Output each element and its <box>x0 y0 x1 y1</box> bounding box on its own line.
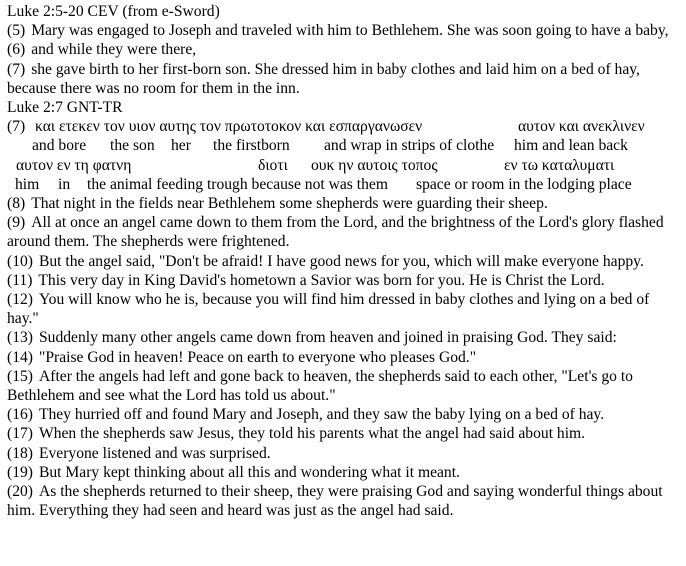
verse-11 <box>7 271 686 290</box>
verse-18 <box>7 444 686 463</box>
verse-14 <box>7 348 686 367</box>
greek-phrase: αυτον εν τη φατνη <box>16 156 132 174</box>
greek-phrase: εν τω καταλυματι <box>504 156 615 174</box>
passage-heading-gnt: Luke 2:7 GNT-TR <box>7 99 123 117</box>
verse-number: (10) <box>7 252 33 270</box>
verse-12 <box>7 290 686 328</box>
verse-text: Suddenly many other angels came down from heaven and joined in praising God. They said: <box>38 329 617 347</box>
verse-text: But Mary kept thinking about all this and wondering what it meant. <box>38 463 460 481</box>
verse-8 <box>7 194 686 213</box>
verse-text: That night in the fields near Bethlehem some shepherds were guarding their sheep. <box>31 195 548 212</box>
verse-number: (5) <box>7 22 26 40</box>
verse-20 <box>7 482 686 520</box>
passage-heading-cev: Luke 2:5-20 CEV (from e-Sword) <box>7 3 220 20</box>
verse-number: (9) <box>7 214 26 232</box>
verse-text: Mary was engaged to Joseph and traveled with him to Bethlehem. She was soon going to have a baby, <box>31 22 669 40</box>
verse-text: But the angel said, "Don't be afraid! I have good news for you, which will make everyone happy. <box>38 252 644 270</box>
greek-phrase: ουκ ην αυτοις τοπος <box>311 156 438 174</box>
greek-phrase: αυτον και ανεκλινεν <box>518 118 645 136</box>
verse-text: All at once an angel came down to them from the Lord, and the brightness of the Lord's glory flashed around them. The shepherds were frightened. <box>7 214 664 251</box>
verse-text: When the shepherds saw Jesus, they told his parents what the angel had said about him. <box>38 425 586 443</box>
gloss: in <box>58 175 71 193</box>
verse-number: (7) <box>7 118 26 136</box>
verse-number: (17) <box>7 425 33 443</box>
verse-19 <box>7 463 686 482</box>
verse-text: "Praise God in heaven! Peace on earth to everyone who pleases God." <box>38 348 477 366</box>
verse-number: (14) <box>7 348 33 366</box>
gloss: the son <box>110 137 155 155</box>
verse-text: After the angels had left and gone back to heaven, the shepherds said to each other, "Let's go to Bethlehem and see what the Lord has told us about." <box>7 367 633 405</box>
verse-text: Everyone listened and was surprised. <box>38 444 271 462</box>
verse-9 <box>7 213 686 251</box>
verse-number: (7) <box>7 60 26 78</box>
gloss: and wrap in strips of clothe <box>324 137 495 155</box>
gloss: the firstborn <box>213 137 290 155</box>
verse-text: she gave birth to her first-born son. She dressed him in baby clothes and laid him on a bed of hay, because there was no room for them in the inn. <box>7 60 640 97</box>
verse-15 <box>7 367 686 405</box>
verse-number: (18) <box>7 444 33 462</box>
verse-13 <box>7 328 686 347</box>
verse-10 <box>7 252 686 271</box>
verse-6 <box>7 40 686 59</box>
verse-text: They hurried off and found Mary and Joseph, and they saw the baby lying on a bed of hay. <box>38 406 605 424</box>
greek-line-2 <box>7 156 686 175</box>
greek-line-1 <box>7 117 686 136</box>
gloss: him <box>15 175 40 193</box>
verse-number: (6) <box>7 41 26 59</box>
gloss: the animal feeding trough because not was them <box>87 175 388 193</box>
verse-number: (16) <box>7 406 33 424</box>
verse-number: (15) <box>7 367 33 385</box>
verse-number: (12) <box>7 291 33 309</box>
verse-text: As the shepherds returned to their sheep, they were praising God and saying wonderful things about him. Everything they had seen and heard was just as the angel had said. <box>7 483 663 520</box>
verse-number: (20) <box>7 483 33 501</box>
gloss: space or room in the lodging place <box>416 175 632 193</box>
verse-7 <box>7 60 686 98</box>
gloss: and bore <box>32 137 87 155</box>
verse-16 <box>7 405 686 424</box>
gloss: her <box>171 137 191 155</box>
verse-5 <box>7 21 686 40</box>
interlinear-block <box>7 117 686 175</box>
verse-number: (19) <box>7 463 33 481</box>
verse-17 <box>7 424 686 443</box>
english-line-1 <box>7 136 686 155</box>
verse-text: You will know who he is, because you will find him dressed in baby clothes and lying on a bed of hay." <box>7 291 650 328</box>
verse-number: (11) <box>7 271 33 289</box>
gloss: him and lean back <box>514 137 628 155</box>
greek-phrase: και ετεκεν τον υιον αυτης τον πρωτοτοκον και εσπαργανωσεν <box>35 118 423 136</box>
greek-phrase: διοτι <box>258 156 288 174</box>
verse-number: (8) <box>7 195 26 212</box>
verse-text: This very day in King David's hometown a Savior was born for you. He is Christ the Lord. <box>38 271 605 289</box>
english-line-2 <box>7 175 686 194</box>
verse-number: (13) <box>7 329 33 347</box>
verse-text: and while they were there, <box>31 41 197 59</box>
